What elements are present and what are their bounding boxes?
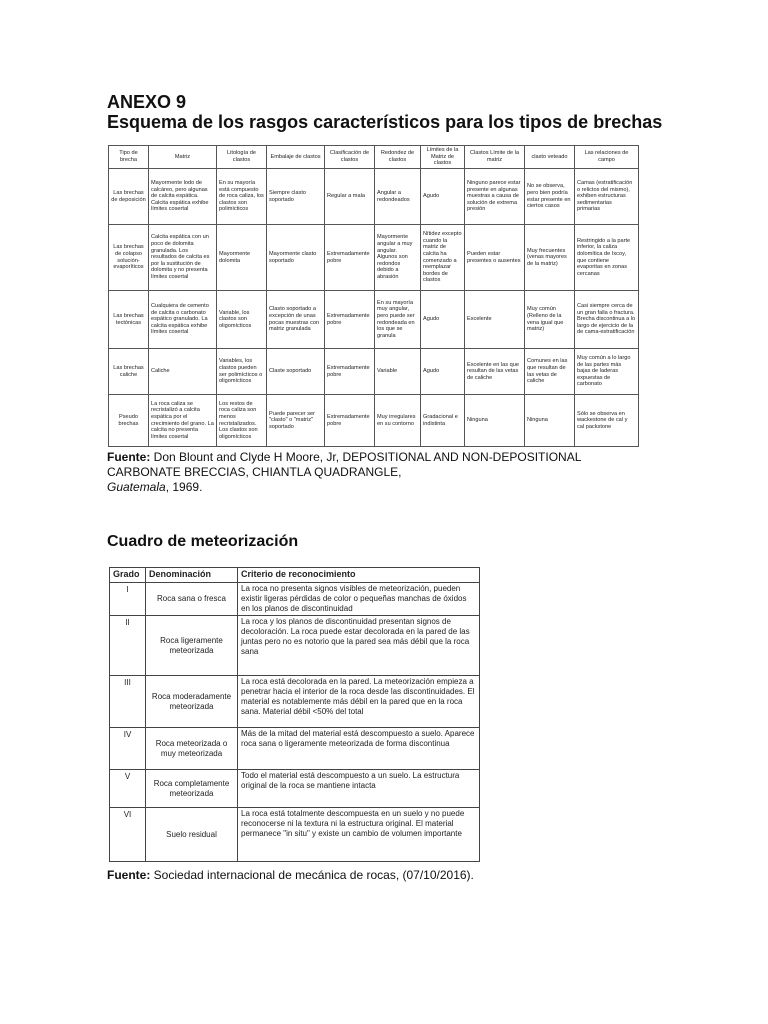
table-cell: Clasto soportado a excepción de unas pocas muestras con matriz granulada: [267, 291, 325, 349]
header-grado: Grado: [110, 568, 146, 583]
table-cell: Caliche: [149, 349, 217, 395]
header-clastos-limite: Clastos Límite de la matriz: [465, 146, 525, 169]
source-note-2: [107, 868, 474, 882]
table-cell: Pseudo brechas: [109, 395, 149, 447]
table-cell: Ninguna: [525, 395, 575, 447]
source-label: Fuente:: [107, 450, 151, 464]
table-row: [110, 616, 480, 676]
criterion-cell: La roca y los planos de discontinuidad presentan signos de decoloración. La roca puede estar decolorada en la pared de las juntas pero no es notorio que la pared sea más débil que la roca sana: [238, 616, 480, 676]
table-cell: Variable: [375, 349, 421, 395]
table-cell: Calcita espática con un poco de dolomita granulada. Los resultados de calcita es por la sustitución de dolomita y no presenta límites cosertal: [149, 225, 217, 291]
weathering-title: Cuadro de meteorización: [107, 533, 299, 550]
table-cell: Angular a redondeados: [375, 169, 421, 225]
table-cell: Las brechas de colapso solución-evaporíticos: [109, 225, 149, 291]
weathering-table: [109, 567, 480, 862]
header-denominacion: Denominación: [146, 568, 238, 583]
table-cell: La roca caliza se recristalizó a calcita espática por el crecimiento del grano. La calcita no presenta límites cosertal: [149, 395, 217, 447]
table-cell: Puede parecer ser "clasto" o "matriz" soportado: [267, 395, 325, 447]
header-clasificacion: Clasificación de clastos: [325, 146, 375, 169]
breccia-types-table: [108, 145, 639, 447]
table-row: [109, 395, 639, 447]
table-cell: Extremadamente pobre: [325, 291, 375, 349]
table-cell: Agudo: [421, 169, 465, 225]
denomination-cell: Roca completamente meteorizada: [146, 770, 238, 808]
table-cell: Sólo se observa en wackestone de cal y cal packstone: [575, 395, 639, 447]
table-cell: Mayormente clasto soportado: [267, 225, 325, 291]
table-cell: Agudo: [421, 349, 465, 395]
table-cell: Agudo: [421, 291, 465, 349]
table-row: [110, 583, 480, 616]
table-row: [110, 676, 480, 728]
table-cell: Claste soportado: [267, 349, 325, 395]
table-cell: Gradacional e indistinta: [421, 395, 465, 447]
table-cell: Variable, los clastos son oligomícticos: [217, 291, 267, 349]
header-veteado: clasto veteado: [525, 146, 575, 169]
table-cell: Cualquiera de cemento de calcita o carbonato espático granulado. La calcita espática exhibe límites cosertal: [149, 291, 217, 349]
denomination-cell: Roca ligeramente meteorizada: [146, 616, 238, 676]
table-cell: Variables, los clastos pueden ser polimícticos o oligomícticos: [217, 349, 267, 395]
table-cell: Extremadamente pobre: [325, 225, 375, 291]
table-cell: Casi siempre cerca de un gran falla o fractura. Brecha discontinua a lo largo de ejercicio de la de cama-estratificación: [575, 291, 639, 349]
breccia-header-row: [109, 146, 639, 169]
weathering-header-row: [110, 568, 480, 583]
denomination-cell: Roca moderadamente meteorizada: [146, 676, 238, 728]
table-cell: Las brechas de deposición: [109, 169, 149, 225]
table-cell: Extremadamente pobre: [325, 349, 375, 395]
table-cell: Restringido a la parte inferior, la caliza dolomítica de Ixcoy, que contiene evaporitas en zonas cercanas: [575, 225, 639, 291]
grade-cell: VI: [110, 808, 146, 862]
table-cell: Ninguno parece estar presente en algunas muestras a causa de solución de extrema presión: [465, 169, 525, 225]
table-cell: Las brechas tectónicas: [109, 291, 149, 349]
header-redondez: Redondez de clastos: [375, 146, 421, 169]
source-text: Don Blount and Clyde H Moore, Jr, DEPOSITIONAL AND NON-DEPOSITIONAL CARBONATE BRECCIAS, CHIANTLA QUADRANGLE,: [107, 450, 581, 479]
table-cell: Muy irregulares en su contorno: [375, 395, 421, 447]
criterion-cell: Todo el material está descompuesto a un suelo. La estructura original de la roca se mantiene intacta: [238, 770, 480, 808]
table-cell: Las brechas caliche: [109, 349, 149, 395]
source-place: Guatemala: [107, 480, 166, 494]
denomination-cell: Roca meteorizada o muy meteorizada: [146, 728, 238, 770]
grade-cell: V: [110, 770, 146, 808]
grade-cell: I: [110, 583, 146, 616]
table-cell: Comunes en las que resultan de las vetas de caliche: [525, 349, 575, 395]
table-cell: Pueden estar presentes o ausentes: [465, 225, 525, 291]
table-cell: En su mayoría está compuesto de roca caliza, los clastos son polimícticos: [217, 169, 267, 225]
table-row: [109, 291, 639, 349]
table-row: [109, 169, 639, 225]
header-relaciones: Las relaciones de campo: [575, 146, 639, 169]
table-row: [110, 808, 480, 862]
table-row: [109, 349, 639, 395]
header-criterio: Criterio de reconocimiento: [238, 568, 480, 583]
denomination-cell: Roca sana o fresca: [146, 583, 238, 616]
table-cell: No se observa, pero bien podría estar presente en ciertos casos: [525, 169, 575, 225]
table-cell: Mayormente lodo de calcáreo, pero algunas de calcita espática. Calcita espática exhibe límites cosertal: [149, 169, 217, 225]
table-cell: Muy frecuentes (venas mayores de la matriz): [525, 225, 575, 291]
header-limites: Límites de la Matriz de clastos: [421, 146, 465, 169]
table-row: [110, 770, 480, 808]
header-tipo: Tipo de brecha: [109, 146, 149, 169]
denomination-cell: Suelo residual: [146, 808, 238, 862]
table-cell: Muy común a lo largo de las partes más bajas de laderas expuestas de carbonato: [575, 349, 639, 395]
table-cell: Muy común (Relleno de la vena igual que matriz): [525, 291, 575, 349]
table-cell: Nítidez excepto cuando la matriz de calcita ha comenzado a reemplazar bordes de clastos: [421, 225, 465, 291]
table-cell: Excelente en las que resultan de las vetas de caliche: [465, 349, 525, 395]
header-matriz: Matriz: [149, 146, 217, 169]
table-row: [110, 728, 480, 770]
criterion-cell: Más de la mitad del material está descompuesto a suelo. Aparece roca sana o ligeramente meteorizada de forma discontinua: [238, 728, 480, 770]
table-cell: Los restos de roca caliza son menos recristalizados. Los clastos son oligomícticos: [217, 395, 267, 447]
table-cell: Regular a mala: [325, 169, 375, 225]
grade-cell: III: [110, 676, 146, 728]
header-embalaje: Embalaje de clastos: [267, 146, 325, 169]
source-label: Fuente:: [107, 868, 151, 882]
source-text: Sociedad internacional de mecánica de rocas, (07/10/2016).: [150, 868, 474, 882]
table-cell: Extremadamente pobre: [325, 395, 375, 447]
criterion-cell: La roca está decolorada en la pared. La meteorización empieza a penetrar hacia el interior de la roca desde las discontinuidades. El material es notablemente más débil en la pared que en la roca sana. Material débil <50% del total: [238, 676, 480, 728]
table-cell: En su mayoría muy angular, pero puede ser redondeada en los que se granula: [375, 291, 421, 349]
source-year: , 1969.: [165, 480, 203, 494]
annex-title: Esquema de los rasgos característicos para los tipos de brechas: [107, 112, 663, 132]
table-cell: Camas (estratificación o relictos del mismo), exhiben estructuras sedimentarias primarias: [575, 169, 639, 225]
criterion-cell: La roca no presenta signos visibles de meteorización, pueden existir ligeras pérdidas de color o pequeñas manchas de óxidos en los planos de discontinuidad: [238, 583, 480, 616]
table-cell: Siempre clasto soportado: [267, 169, 325, 225]
criterion-cell: La roca está totalmente descompuesta en un suelo y no puede reconocerse ni la textura ni la estructura original. El material permanece "in situ" y existe un cambio de volumen importante: [238, 808, 480, 862]
table-cell: Mayormente dolomita: [217, 225, 267, 291]
table-cell: Ninguna: [465, 395, 525, 447]
grade-cell: IV: [110, 728, 146, 770]
table-row: [109, 225, 639, 291]
source-note-1: [107, 450, 647, 495]
annex-label: ANEXO 9: [107, 92, 187, 112]
table-cell: Mayormente angular a muy angular. Algunos son redondos debido a abrasión: [375, 225, 421, 291]
table-cell: Excelente: [465, 291, 525, 349]
header-litologia: Litología de clastos: [217, 146, 267, 169]
grade-cell: II: [110, 616, 146, 676]
